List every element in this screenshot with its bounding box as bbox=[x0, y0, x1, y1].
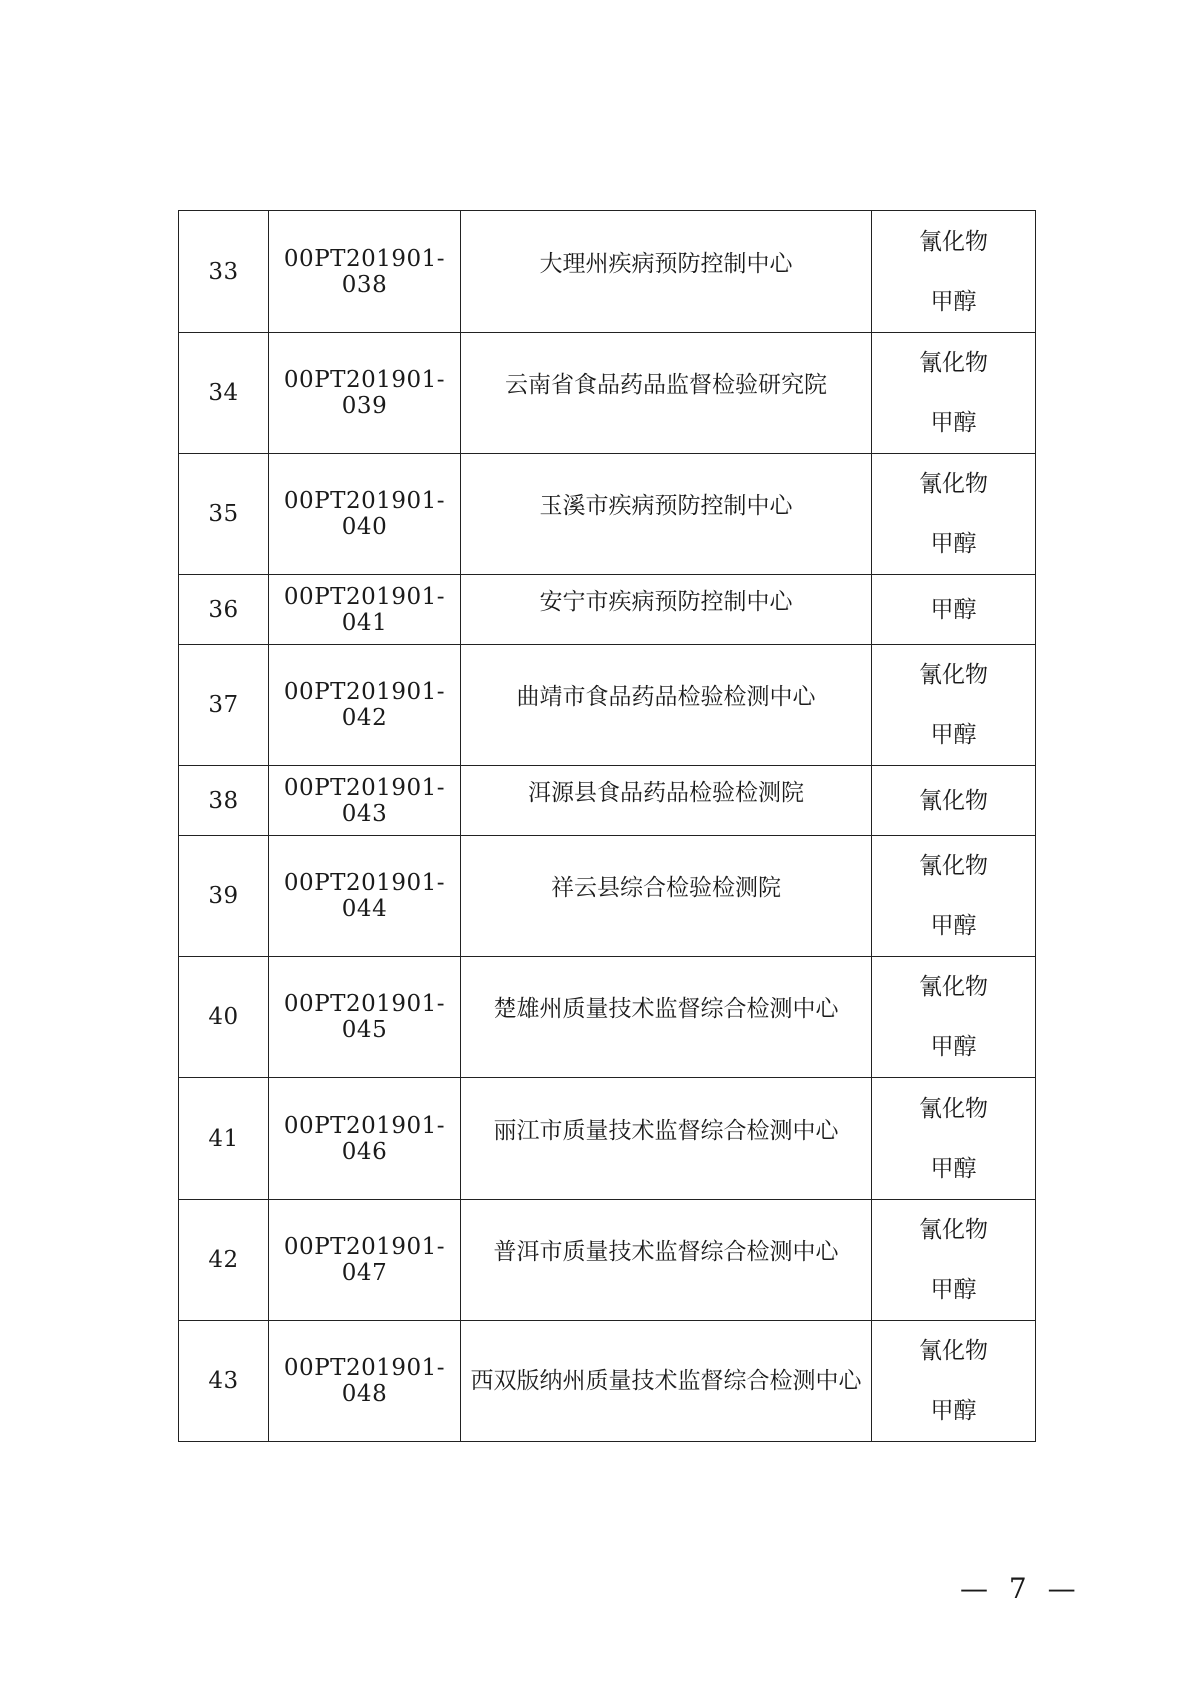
test-items bbox=[872, 957, 1036, 1078]
sample-code: 00PT201901-040 bbox=[269, 454, 461, 575]
table-row bbox=[179, 1200, 1036, 1321]
organization-name bbox=[461, 1078, 872, 1200]
test-item: 氰化物 bbox=[919, 662, 988, 688]
organization-name bbox=[461, 645, 872, 766]
row-number: 40 bbox=[179, 957, 269, 1078]
test-item: 甲醇 bbox=[930, 531, 977, 557]
organization-name-text: 曲靖市食品药品检验检测中心 bbox=[516, 684, 816, 710]
test-item: 甲醇 bbox=[930, 1155, 977, 1182]
row-number: 35 bbox=[179, 454, 269, 575]
organization-name-text: 丽江市质量技术监督综合检测中心 bbox=[493, 1117, 839, 1144]
test-item: 氰化物 bbox=[919, 471, 988, 497]
organization-name-text: 云南省食品药品监督检验研究院 bbox=[505, 372, 827, 398]
organization-name bbox=[461, 766, 872, 836]
row-number: 33 bbox=[179, 211, 269, 333]
sample-code: 00PT201901-039 bbox=[269, 333, 461, 454]
organization-name bbox=[461, 333, 872, 454]
table-row bbox=[179, 454, 1036, 575]
table-row bbox=[179, 575, 1036, 645]
test-item: 甲醇 bbox=[930, 288, 977, 315]
test-item: 氰化物 bbox=[919, 350, 988, 376]
sample-code: 00PT201901-043 bbox=[269, 766, 461, 836]
table-row bbox=[179, 333, 1036, 454]
sample-code: 00PT201901-048 bbox=[269, 1321, 461, 1442]
test-items bbox=[872, 836, 1036, 957]
sample-code: 00PT201901-042 bbox=[269, 645, 461, 766]
organization-name bbox=[461, 836, 872, 957]
table-row bbox=[179, 1321, 1036, 1442]
test-item: 甲醇 bbox=[930, 1034, 977, 1060]
test-items bbox=[872, 1200, 1036, 1321]
sample-code: 00PT201901-045 bbox=[269, 957, 461, 1078]
organization-name-text: 西双版纳州质量技术监督综合检测中心 bbox=[470, 1368, 862, 1394]
test-items bbox=[872, 645, 1036, 766]
sample-code: 00PT201901-044 bbox=[269, 836, 461, 957]
organization-name-text: 楚雄州质量技术监督综合检测中心 bbox=[493, 996, 839, 1022]
test-items bbox=[872, 1078, 1036, 1200]
test-item: 甲醇 bbox=[930, 596, 977, 623]
test-items bbox=[872, 454, 1036, 575]
organization-name bbox=[461, 454, 872, 575]
organization-name-text: 普洱市质量技术监督综合检测中心 bbox=[493, 1239, 839, 1265]
table-row bbox=[179, 957, 1036, 1078]
test-item: 甲醇 bbox=[930, 1398, 977, 1424]
test-item: 氰化物 bbox=[919, 853, 988, 879]
table-row bbox=[179, 1078, 1036, 1200]
test-item: 甲醇 bbox=[930, 1277, 977, 1303]
results-table-body bbox=[179, 211, 1036, 1442]
table-row bbox=[179, 211, 1036, 333]
results-table bbox=[178, 210, 1036, 1442]
row-number: 37 bbox=[179, 645, 269, 766]
sample-code: 00PT201901-047 bbox=[269, 1200, 461, 1321]
test-item: 氰化物 bbox=[919, 787, 988, 814]
table-row bbox=[179, 766, 1036, 836]
organization-name-text: 洱源县食品药品检验检测院 bbox=[528, 779, 804, 806]
test-items bbox=[872, 333, 1036, 454]
sample-code: 00PT201901-041 bbox=[269, 575, 461, 645]
row-number: 38 bbox=[179, 766, 269, 836]
table-row bbox=[179, 645, 1036, 766]
organization-name bbox=[461, 957, 872, 1078]
test-item: 甲醇 bbox=[930, 410, 977, 436]
organization-name bbox=[461, 1200, 872, 1321]
sample-code: 00PT201901-046 bbox=[269, 1078, 461, 1200]
organization-name bbox=[461, 575, 872, 645]
row-number: 34 bbox=[179, 333, 269, 454]
organization-name-text: 玉溪市疾病预防控制中心 bbox=[539, 493, 793, 519]
test-items bbox=[872, 575, 1036, 645]
test-item: 氰化物 bbox=[919, 1338, 988, 1364]
row-number: 43 bbox=[179, 1321, 269, 1442]
test-item: 氰化物 bbox=[919, 228, 988, 255]
test-items bbox=[872, 211, 1036, 333]
test-item: 氰化物 bbox=[919, 1217, 988, 1243]
organization-name-text: 祥云县综合检验检测院 bbox=[551, 875, 781, 901]
sample-code: 00PT201901-038 bbox=[269, 211, 461, 333]
organization-name-text: 大理州疾病预防控制中心 bbox=[539, 250, 793, 277]
test-item: 氰化物 bbox=[919, 1095, 988, 1122]
table-row bbox=[179, 836, 1036, 957]
test-item: 甲醇 bbox=[930, 722, 977, 748]
test-items bbox=[872, 1321, 1036, 1442]
test-item: 甲醇 bbox=[930, 913, 977, 939]
row-number: 42 bbox=[179, 1200, 269, 1321]
row-number: 36 bbox=[179, 575, 269, 645]
page-number: — 7 — bbox=[960, 1572, 1082, 1605]
row-number: 39 bbox=[179, 836, 269, 957]
test-items bbox=[872, 766, 1036, 836]
organization-name bbox=[461, 211, 872, 333]
row-number: 41 bbox=[179, 1078, 269, 1200]
organization-name-text: 安宁市疾病预防控制中心 bbox=[539, 588, 793, 615]
test-item: 氰化物 bbox=[919, 974, 988, 1000]
organization-name bbox=[461, 1321, 872, 1442]
